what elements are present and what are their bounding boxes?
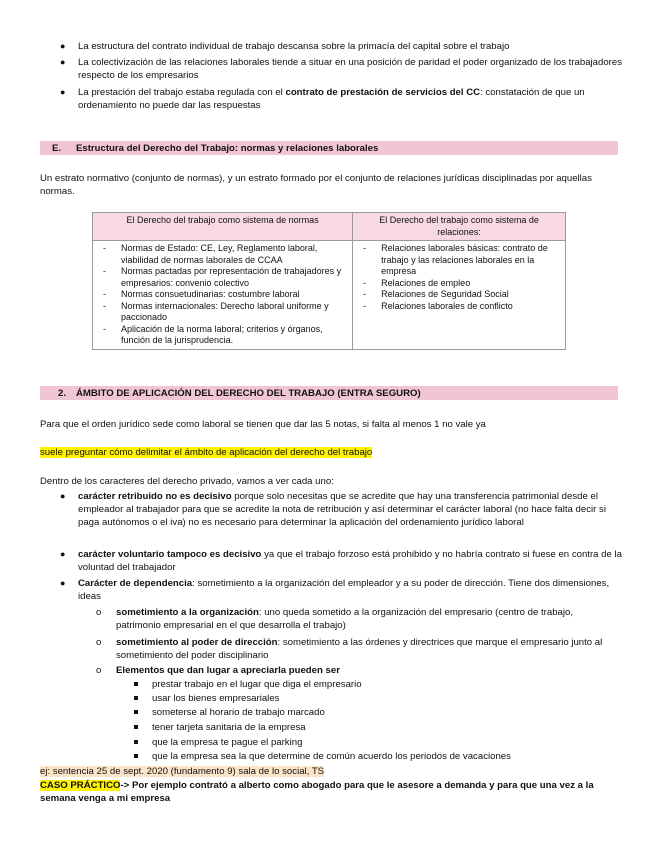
list-item: - Relaciones laborales de conflicto: [357, 301, 561, 313]
case-study: CASO PRÁCTICO-> Por ejemplo contrató a alberto como abogado para que le asesore a demanda y para que una vez a la semana venga a mi empresa: [40, 780, 594, 804]
list-item: o sometimiento a la organización: uno queda sometido a la organización del empresario (centro de trabajo, patrimonio empresarial en el que desarrolla el trabajo): [96, 607, 573, 631]
square-bullet-icon: [134, 740, 138, 744]
square-bullet-icon: [134, 710, 138, 714]
section-title: Estructura del Derecho del Trabajo: normas y relaciones laborales: [76, 143, 379, 154]
list-item: ● carácter retribuido no es decisivo porque solo necesitas que se acredite que hay una transferencia patrimonial desde el empleador al trabajador para que se acredite la nota de retribución y así determinar el carácter laboral (no hace falta decir si paga autónomos o el iva) no es necesario para determinar la aplicación del ordenamiento jurídico laboral: [60, 491, 606, 528]
ruling-reference: ej: sentencia 25 de sept. 2020 (fundamento 9) sala de lo social, TS: [40, 766, 325, 777]
list-item: tener tarjeta sanitaria de la empresa: [134, 721, 604, 734]
structure-table: [92, 212, 566, 350]
list-item: - Normas consuetudinarias: costumbre laboral: [97, 289, 348, 301]
table-cell: [93, 241, 353, 350]
paragraph: Un estrato normativo (conjunto de normas), y un estrato formado por el conjunto de relaciones jurídicas disciplinadas por aquellas normas.: [40, 173, 592, 197]
bullet-icon: ●: [60, 578, 66, 588]
bullet-icon: ●: [60, 41, 66, 51]
circle-bullet-icon: o: [96, 637, 102, 648]
list-item: - Normas internacionales: Derecho laboral uniforme y paccionado: [97, 301, 348, 324]
section-heading-e: E. Estructura del Derecho del Trabajo: normas y relaciones laborales: [40, 141, 618, 155]
highlighted-note: suele preguntar cómo delimitar el ámbito de aplicación del derecho del trabajo: [40, 447, 373, 458]
list-item: que la empresa te pague el parking: [134, 736, 604, 749]
bullet-icon: ●: [60, 549, 66, 559]
list-item: - Relaciones laborales básicas: contrato de trabajo y las relaciones laborales en la empresa: [357, 243, 561, 278]
list-item: someterse al horario de trabajo marcado: [134, 706, 604, 719]
list-item: - Relaciones de empleo: [357, 278, 561, 290]
square-bullet-icon: [134, 725, 138, 729]
list-item: o sometimiento al poder de dirección: sometimiento a las órdenes y directrices que marque el empresario junto al sometimiento del poder disciplinario: [96, 637, 603, 661]
circle-bullet-icon: o: [96, 665, 102, 676]
list-item: - Normas pactadas por representación de trabajadores y empresarios: convenio colectivo: [97, 266, 348, 289]
bullet-icon: ●: [60, 57, 66, 67]
list-item: - Relaciones de Seguridad Social: [357, 289, 561, 301]
table-header: El Derecho del trabajo como sistema de normas: [93, 213, 353, 241]
list-item: ● La estructura del contrato individual de trabajo descansa sobre la primacía del capital sobre el trabajo: [60, 41, 510, 52]
square-bullet-icon: [134, 754, 138, 758]
list-item: ● La colectivización de las relaciones laborales tiende a situar en una posición de paridad el poder organizado de los trabajadores respecto de los empresarios: [60, 57, 622, 81]
list-item: ● La prestación del trabajo estaba regulada con el contrato de prestación de servicios del CC: constatación de que un ordenamiento no puede dar las respuestas: [60, 87, 585, 111]
list-item: prestar trabajo en el lugar que diga el empresario: [134, 678, 604, 691]
bullet-icon: ●: [60, 87, 66, 97]
circle-bullet-icon: o: [96, 607, 102, 618]
list-item: ● carácter voluntario tampoco es decisivo ya que el trabajo forzoso está prohibido y no habría contrato si fuese en contra de la voluntad del trabajador: [60, 549, 622, 573]
bullet-icon: ●: [60, 491, 66, 501]
list-item: que la empresa sea la que determine de común acuerdo los periodos de vacaciones: [134, 750, 604, 763]
paragraph: Dentro de los caracteres del derecho privado, vamos a ver cada uno:: [40, 476, 334, 487]
section-heading-2: 2. ÁMBITO DE APLICACIÓN DEL DERECHO DEL TRABAJO (ENTRA SEGURO): [40, 386, 618, 400]
paragraph: Para que el orden jurídico sede como laboral se tienen que dar las 5 notas, si falta al menos 1 no vale ya: [40, 419, 486, 430]
table-header: El Derecho del trabajo como sistema de relaciones:: [353, 213, 566, 241]
list-item: ● Carácter de dependencia: sometimiento a la organización del empleador y a su poder de dirección. Tiene dos dimensiones, ideas: [60, 578, 610, 602]
table-cell: [353, 241, 566, 350]
list-item: - Normas de Estado: CE, Ley, Reglamento laboral, viabilidad de normas laborales de CCAA: [97, 243, 348, 266]
list-item: usar los bienes empresariales: [134, 692, 604, 705]
section-title: ÁMBITO DE APLICACIÓN DEL DERECHO DEL TRABAJO (ENTRA SEGURO): [76, 388, 421, 399]
square-bullet-icon: [134, 696, 138, 700]
list-item: o Elementos que dan lugar a apreciarla pueden ser: [96, 665, 340, 676]
list-item: - Aplicación de la norma laboral; criterios y órganos, función de la jurisprudencia.: [97, 324, 348, 347]
square-bullet-icon: [134, 682, 138, 686]
